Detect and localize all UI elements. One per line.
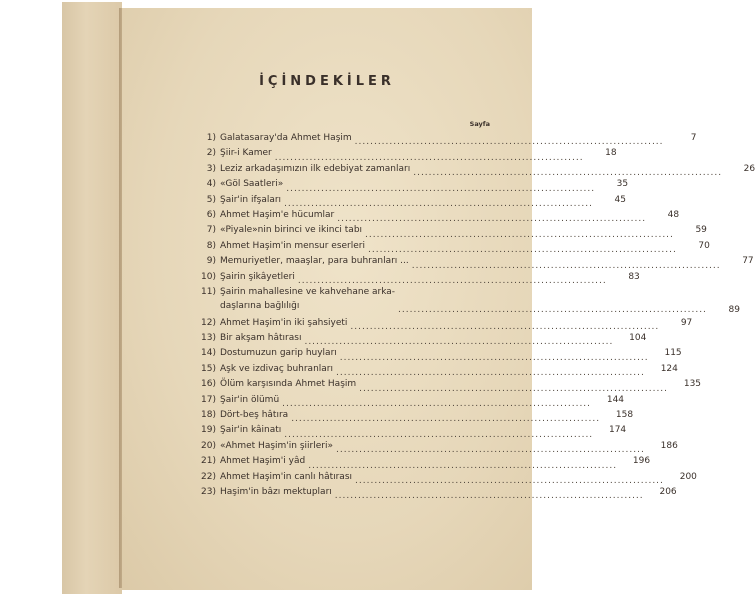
toc-entry-title bbox=[220, 379, 356, 389]
toc-entry-number: 2) bbox=[206, 148, 216, 159]
table-of-contents bbox=[182, 133, 755, 502]
toc-entry-number: 10) bbox=[201, 271, 216, 282]
toc-entry-title-line: Şiir-i Kamer bbox=[220, 148, 272, 159]
toc-entry-title-line: «Ahmet Haşim'in şiirleri» bbox=[220, 440, 333, 451]
toc-entry bbox=[182, 163, 755, 179]
toc-entry-title bbox=[220, 364, 333, 374]
toc-entry-title bbox=[220, 472, 352, 482]
toc-leader-dots: ................................................................................ bbox=[335, 445, 645, 456]
toc-entry-title bbox=[220, 410, 288, 420]
toc-entry bbox=[182, 471, 697, 487]
toc-entry bbox=[182, 148, 617, 163]
toc-entry-number: 19) bbox=[201, 425, 216, 436]
toc-leader-dots: ................................................................................ bbox=[355, 476, 664, 486]
toc-entry-title-line: Şairin şikâyetleri bbox=[220, 271, 295, 282]
toc-entry-title-line: Haşim'in bâzı mektupları bbox=[220, 487, 332, 497]
toc-entry-title bbox=[220, 441, 333, 451]
toc-entry bbox=[182, 348, 682, 363]
toc-entry bbox=[182, 179, 629, 194]
toc-entry-number: 17) bbox=[201, 394, 216, 405]
toc-entry-title-line-2: daşlarına bağlılığı bbox=[220, 300, 300, 311]
toc-entry-title bbox=[220, 348, 337, 358]
toc-leader-dots: ................................................................................ bbox=[282, 399, 592, 410]
toc-leader-dots: ................................................................................ bbox=[337, 214, 647, 225]
toc-entry-title-line: Şairin mahallesine ve kahvehane arka- bbox=[220, 286, 396, 297]
toc-entry-title bbox=[220, 272, 295, 282]
toc-entry-page: 196 bbox=[632, 456, 651, 467]
toc-entry-number: 23) bbox=[201, 487, 216, 497]
page-column-label: Sayfa bbox=[469, 120, 490, 128]
toc-leader-dots: ................................................................................ bbox=[286, 183, 596, 194]
toc-entry-title-line: Memuriyetler, maaşlar, para buhranları ... bbox=[220, 256, 409, 267]
toc-entry-page: 83 bbox=[628, 271, 640, 282]
toc-leader-dots: ................................................................................ bbox=[304, 337, 614, 348]
toc-leader-dots: ................................................................................ bbox=[336, 368, 645, 379]
toc-entry-page: 135 bbox=[683, 379, 702, 390]
toc-entry-number: 7) bbox=[206, 225, 216, 236]
toc-leader-dots: ................................................................................ bbox=[274, 152, 584, 163]
toc-entry-number: 18) bbox=[201, 410, 216, 421]
toc-entry-title-line: Şair'in ölümü bbox=[220, 394, 280, 405]
toc-entry-title-line: Ölüm karşısında Ahmet Haşim bbox=[220, 379, 357, 390]
toc-entry-number: 5) bbox=[206, 194, 216, 205]
toc-entry bbox=[182, 240, 710, 256]
toc-entry-title bbox=[220, 318, 347, 328]
toc-entry-title-line: Leziz arkadaşımızın ilk edebiyat zamanları bbox=[220, 163, 411, 174]
toc-entry-title-line: Ahmet Haşim'in canlı hâtırası bbox=[220, 471, 353, 482]
toc-entry-page: 115 bbox=[664, 348, 682, 359]
toc-entry-title bbox=[220, 225, 362, 235]
toc-leader-dots: ................................................................................ bbox=[368, 245, 677, 256]
toc-entry bbox=[182, 394, 625, 410]
toc-entry-page: 186 bbox=[660, 440, 678, 451]
toc-entry-title-line: Şair'in ifşaları bbox=[220, 194, 282, 205]
toc-entry-number: 16) bbox=[201, 379, 216, 390]
toc-entry-page: 7 bbox=[690, 133, 697, 143]
toc-entry-title bbox=[220, 287, 395, 311]
toc-entry-number: 14) bbox=[201, 348, 216, 359]
toc-entry-number: 21) bbox=[201, 456, 216, 467]
toc-entry-page: 97 bbox=[680, 317, 693, 328]
toc-entry-title bbox=[220, 425, 281, 435]
toc-leader-dots: ................................................................................ bbox=[284, 198, 593, 209]
toc-entry-page: 200 bbox=[679, 471, 697, 482]
toc-leader-dots: ................................................................................ bbox=[308, 460, 618, 471]
book-page bbox=[122, 8, 755, 590]
toc-entry bbox=[182, 271, 640, 287]
toc-entry-title-line: Ahmet Haşim'i yâd bbox=[220, 456, 306, 467]
toc-leader-dots: ................................................................................ bbox=[350, 322, 660, 333]
toc-entry bbox=[182, 410, 634, 425]
toc-entry-page: 174 bbox=[608, 425, 627, 436]
toc-entry-title bbox=[220, 195, 281, 205]
toc-entry-page: 70 bbox=[698, 240, 710, 251]
toc-entry bbox=[182, 256, 754, 271]
toc-entry-number: 13) bbox=[201, 333, 216, 344]
toc-entry-page: 124 bbox=[660, 363, 678, 374]
toc-entry bbox=[182, 425, 627, 440]
toc-entry-page: 35 bbox=[616, 179, 629, 190]
toc-entry-title-line: Aşk ve izdivaç buhranları bbox=[220, 363, 333, 374]
toc-leader-dots: ................................................................................ bbox=[413, 168, 723, 179]
toc-leader-dots: ................................................................................ bbox=[339, 352, 649, 363]
toc-entry-page: 48 bbox=[667, 209, 680, 220]
toc-entry-number: 15) bbox=[201, 363, 216, 374]
toc-entry bbox=[182, 333, 647, 348]
toc-entry bbox=[182, 225, 707, 240]
toc-entry-page: 26 bbox=[743, 163, 755, 174]
toc-leader-dots: ................................................................................ bbox=[398, 304, 707, 315]
toc-entry-number: 12) bbox=[201, 317, 216, 328]
toc-entry-title-line: Dostumuzun garip huyları bbox=[220, 348, 337, 359]
toc-leader-dots: ................................................................................ bbox=[291, 414, 601, 425]
toc-entry-title-line: «Piyale»nin birinci ve ikinci tabı bbox=[220, 225, 363, 236]
toc-entry-number: 4) bbox=[206, 179, 216, 190]
toc-leader-dots: ................................................................................ bbox=[284, 429, 594, 440]
toc-entry bbox=[182, 487, 677, 502]
toc-leader-dots: ................................................................................ bbox=[411, 260, 721, 271]
toc-entry-title bbox=[220, 395, 279, 405]
toc-entry-title bbox=[220, 256, 409, 266]
toc-entry-title bbox=[220, 164, 410, 174]
toc-entry-title-line: Ahmet Haşim'e hücumlar bbox=[220, 209, 335, 220]
toc-entry-number: 9) bbox=[206, 256, 216, 267]
toc-entry-title bbox=[220, 487, 332, 497]
toc-entry-number: 1) bbox=[206, 133, 216, 143]
toc-entry-title-line: Ahmet Haşim'in mensur eserleri bbox=[220, 240, 365, 251]
toc-entry-page: 158 bbox=[615, 410, 634, 421]
toc-entry bbox=[182, 133, 697, 148]
toc-entry-title-line: «Göl Saatleri» bbox=[220, 179, 284, 190]
toc-entry bbox=[182, 363, 678, 379]
toc-entry bbox=[182, 440, 678, 456]
toc-entry-number: 11) bbox=[201, 286, 216, 297]
toc-entry bbox=[182, 379, 702, 394]
toc-entry-page: 144 bbox=[606, 394, 625, 405]
toc-entry-page: 45 bbox=[614, 194, 626, 205]
toc-entry bbox=[182, 317, 693, 333]
toc-entry-title bbox=[220, 333, 301, 343]
toc-leader-dots: ................................................................................ bbox=[297, 275, 607, 286]
toc-entry-title-line: Bir akşam hâtırası bbox=[220, 333, 302, 344]
page-title: İÇİNDEKİLER bbox=[259, 74, 395, 89]
toc-entry-title bbox=[220, 148, 272, 158]
toc-entry-title-line: Şair'in kâinatı bbox=[220, 425, 282, 436]
left-page-edge bbox=[62, 2, 122, 594]
toc-leader-dots: ................................................................................ bbox=[354, 137, 664, 148]
toc-entry-title bbox=[220, 241, 365, 251]
toc-entry-title-line: Dört-beş hâtıra bbox=[220, 410, 289, 421]
toc-entry-title bbox=[220, 133, 352, 143]
toc-entry-title bbox=[220, 456, 305, 466]
toc-entry-number: 20) bbox=[201, 440, 216, 451]
toc-entry-number: 3) bbox=[206, 163, 216, 174]
toc-entry-page: 104 bbox=[629, 333, 647, 344]
toc-entry bbox=[182, 286, 740, 318]
toc-leader-dots: ................................................................................ bbox=[365, 229, 674, 240]
toc-entry-page: 89 bbox=[728, 304, 740, 315]
toc-entry-title bbox=[220, 210, 334, 220]
toc-entry-page: 206 bbox=[659, 487, 677, 497]
toc-leader-dots: ................................................................................ bbox=[334, 491, 644, 502]
toc-entry-title bbox=[220, 179, 283, 189]
toc-entry-title-line: Galatasaray'da Ahmet Haşim bbox=[220, 133, 352, 143]
toc-entry-number: 6) bbox=[206, 209, 216, 220]
toc-entry-number: 8) bbox=[206, 240, 216, 251]
toc-entry-number: 22) bbox=[201, 471, 216, 482]
toc-entry bbox=[182, 456, 651, 471]
toc-entry-title-line: Ahmet Haşim'in iki şahsiyeti bbox=[220, 317, 348, 328]
toc-entry bbox=[182, 209, 680, 225]
toc-leader-dots: ................................................................................ bbox=[359, 383, 669, 394]
toc-entry bbox=[182, 194, 626, 210]
toc-entry-page: 77 bbox=[742, 256, 754, 267]
toc-entry-page: 18 bbox=[605, 148, 617, 159]
toc-entry-page: 59 bbox=[695, 225, 707, 236]
